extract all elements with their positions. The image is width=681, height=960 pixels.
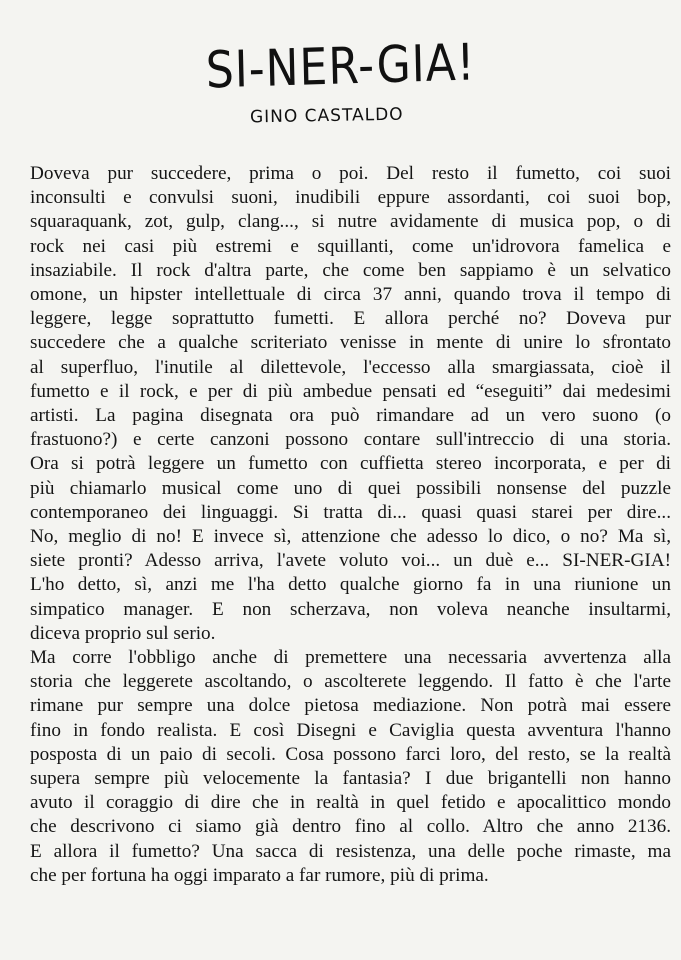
text-line: E allora il fumetto? Una sacca di resistenza, una delle poche rimaste, ma (30, 840, 671, 862)
text-line: rimane pur sempre una dolce pietosa mediazione. Non potrà mai essere (30, 695, 671, 717)
text-line: Ma corre l'obbligo anche di premettere una necessaria avvertenza alla (30, 647, 671, 669)
text-line: avuto il coraggio di dire che in realtà in quel fetido e apocalittico mondo (30, 792, 671, 814)
text-line: squaraquank, zot, gulp, clang..., si nutre avidamente di musica pop, o di (30, 211, 671, 233)
page-title: SI-NER-GIA! (205, 33, 477, 101)
text-line: No, meglio di no! E invece sì, attenzione che adesso lo dico, o no? Ma sì, (30, 526, 671, 548)
text-line: inconsulti e convulsi suoni, inudibili eppure assordanti, coi suoi bop, (30, 187, 671, 209)
text-line: contemporaneo dei linguaggi. Si tratta di... quasi quasi starei per dire... (30, 501, 671, 523)
text-line: insaziabile. Il rock d'altra parte, che come ben sappiamo è un selvatico (30, 259, 671, 281)
text-line: fumetto e il rock, e per di più ambedue pensati ed “eseguiti” dai medesimi (30, 380, 671, 402)
author-name: GINO CASTALDO (249, 104, 404, 128)
text-line: che descrivono ci siamo già dentro fino al collo. Altro che anno 2136. (30, 816, 671, 838)
text-line: omone, un hipster intellettuale di circa 37 anni, quando trova il tempo di (30, 284, 671, 306)
text-line: artisti. La pagina disegnata ora può rimandare ad un vero suono (o (30, 405, 671, 427)
article-body (30, 162, 671, 888)
paragraph-end-line: diceva proprio sul serio. (30, 622, 216, 644)
text-line: fino in fondo realista. E così Disegni e Caviglia questa avventura l'hanno (30, 719, 671, 741)
text-line: L'ho detto, sì, anzi me l'ha detto qualche giorno fa in una riunione un (30, 574, 671, 596)
text-line: frastuono?) e certe canzoni possono contare sull'intreccio di una storia. (30, 429, 671, 451)
paragraph-end-line: che per fortuna ha oggi imparato a far rumore, più di prima. (30, 864, 489, 886)
text-line: supera sempre più velocemente la fantasia? I due brigantelli non hanno (30, 768, 671, 790)
text-line: siete pronti? Adesso arriva, l'avete voluto voi... un duè e... SI-NER-GIA! (30, 550, 671, 572)
text-line: simpatico manager. E non scherzava, non voleva neanche insultarmi, (30, 598, 671, 620)
text-line: Doveva pur succedere, prima o poi. Del resto il fumetto, coi suoi (30, 163, 671, 184)
text-line: succedere che a qualche scriteriato venisse in mente di unire lo sfrontato (30, 332, 671, 354)
text-line: più chiamarlo musical come uno di quei possibili nonsense del puzzle (30, 477, 671, 499)
text-line: storia che leggerete ascoltando, o ascolterete leggendo. Il fatto è che l'arte (30, 671, 671, 693)
text-line: al superfluo, l'inutile al dilettevole, l'eccesso alla smargiassata, cioè il (30, 356, 671, 378)
text-line: leggere, legge soprattutto fumetti. E allora perché no? Doveva pur (30, 308, 671, 330)
text-line: rock nei casi più estremi e squillanti, come un'idrovora famelica e (30, 235, 671, 257)
text-line: Ora si potrà leggere un fumetto con cuffietta stereo incorporata, e per di (30, 453, 671, 475)
text-line: posposta di un paio di secoli. Cosa possono farci loro, del resto, se la realtà (30, 743, 671, 765)
